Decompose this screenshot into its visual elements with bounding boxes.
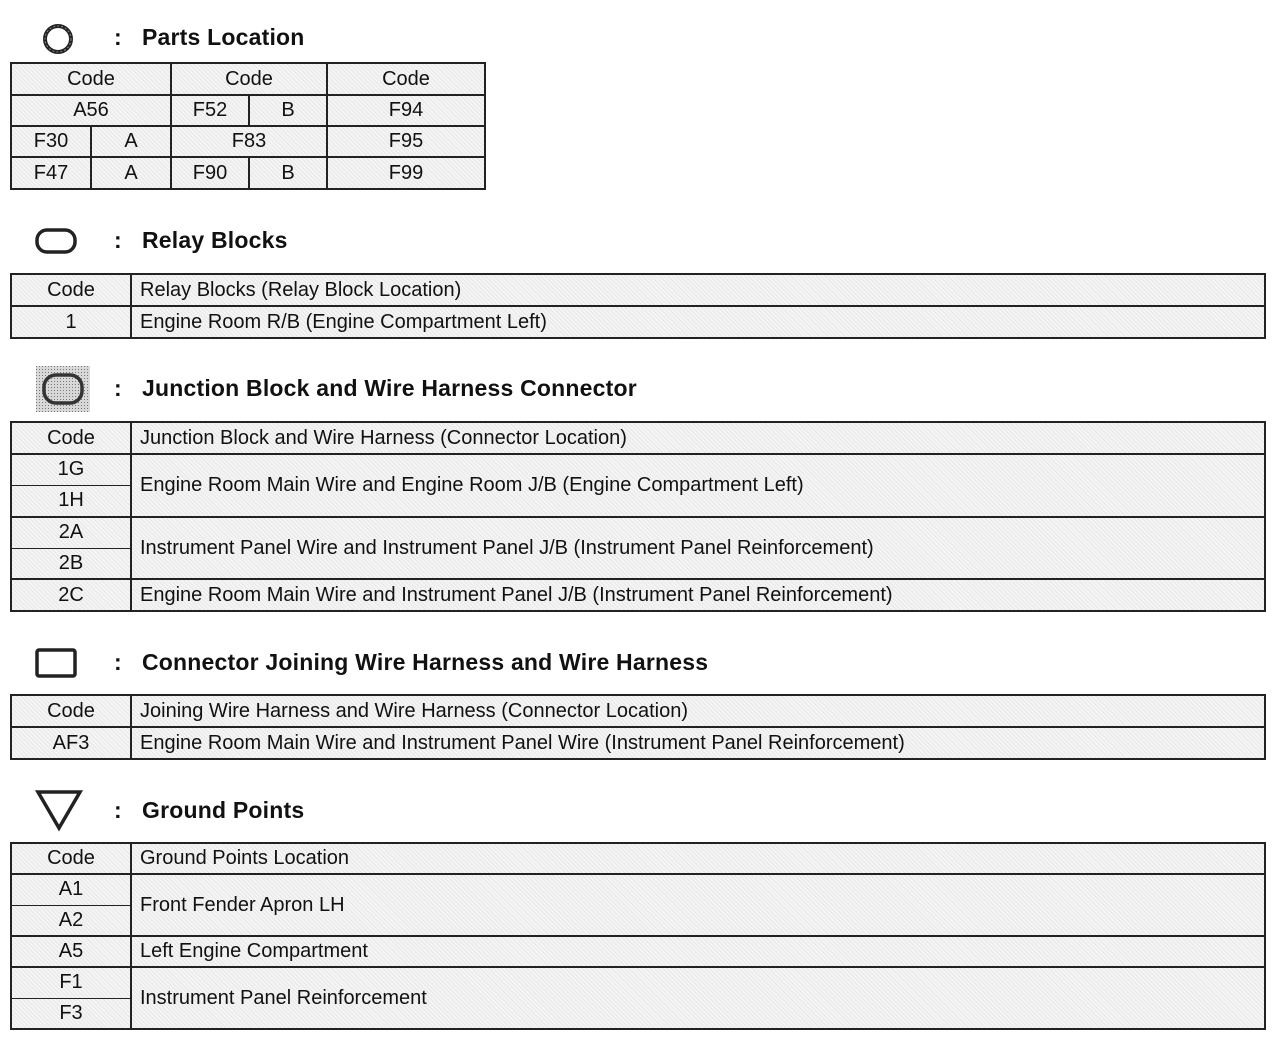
section-title: Connector Joining Wire Harness and Wire Harness [142, 649, 709, 675]
table-header-row [11, 63, 485, 95]
code-cell: 1H [11, 485, 131, 517]
rectangle-icon [34, 646, 78, 680]
junction-block-heading [0, 366, 1280, 406]
code-cell: F52 [171, 95, 249, 126]
table-row [11, 95, 485, 126]
table-header-row [11, 695, 1265, 727]
relay-blocks-table [10, 273, 1266, 339]
code-cell: F95 [327, 126, 485, 157]
junction-block-table [10, 421, 1266, 612]
column-header: Ground Points Location [131, 843, 1265, 874]
code-cell: A2 [11, 905, 131, 936]
code-cell: 1 [11, 306, 131, 338]
code-cell: AF3 [11, 727, 131, 759]
description-cell: Engine Room Main Wire and Engine Room J/B (Engine Compartment Left) [131, 454, 1265, 517]
description-cell: Instrument Panel Reinforcement [131, 967, 1265, 1029]
description-cell: Engine Room Main Wire and Instrument Panel Wire (Instrument Panel Reinforcement) [131, 727, 1265, 759]
description-cell: Left Engine Compartment [131, 936, 1265, 967]
code-cell: 2B [11, 548, 131, 579]
sub-cell: B [249, 157, 327, 189]
ground-points-heading [0, 788, 1280, 828]
table-header-row [11, 422, 1265, 454]
code-cell: 2C [11, 579, 131, 611]
heading-colon: : [114, 375, 122, 401]
heading-colon: : [114, 649, 122, 675]
heading-colon: : [114, 227, 122, 253]
table-row [11, 517, 1265, 548]
section-title: Junction Block and Wire Harness Connector [142, 375, 637, 401]
table-row [11, 157, 485, 189]
column-header: Code [11, 422, 131, 454]
code-cell: F99 [327, 157, 485, 189]
code-cell: F3 [11, 998, 131, 1029]
heading-colon: : [114, 24, 122, 50]
code-cell: F47 [11, 157, 91, 189]
connector-joining-heading [0, 642, 1280, 682]
section-title: Parts Location [142, 24, 305, 50]
description-cell: Engine Room Main Wire and Instrument Panel J/B (Instrument Panel Reinforcement) [131, 579, 1265, 611]
section-title: Ground Points [142, 797, 305, 823]
description-cell: Front Fender Apron LH [131, 874, 1265, 936]
column-header: Code [11, 695, 131, 727]
code-cell: 1G [11, 454, 131, 485]
sub-cell: B [249, 95, 327, 126]
column-header: Joining Wire Harness and Wire Harness (Connector Location) [131, 695, 1265, 727]
column-header: Code [11, 274, 131, 306]
code-cell: F1 [11, 967, 131, 998]
code-cell: F90 [171, 157, 249, 189]
code-cell: F94 [327, 95, 485, 126]
table-row [11, 126, 485, 157]
table-header-row [11, 843, 1265, 874]
column-header: Code [327, 63, 485, 95]
code-cell: A1 [11, 874, 131, 905]
sub-cell: A [91, 126, 171, 157]
relay-blocks-heading [0, 220, 1280, 260]
circle-icon [40, 21, 76, 57]
description-cell: Instrument Panel Wire and Instrument Panel J/B (Instrument Panel Reinforcement) [131, 517, 1265, 579]
code-cell: A5 [11, 936, 131, 967]
triangle-down-icon [34, 788, 84, 832]
code-cell: F30 [11, 126, 91, 157]
table-row [11, 727, 1265, 759]
section-title: Relay Blocks [142, 227, 288, 253]
code-cell: F83 [171, 126, 327, 157]
code-cell: A56 [11, 95, 171, 126]
table-row [11, 936, 1265, 967]
code-cell: 2A [11, 517, 131, 548]
heading-colon: : [114, 797, 122, 823]
description-cell: Engine Room R/B (Engine Compartment Left) [131, 306, 1265, 338]
table-header-row [11, 274, 1265, 306]
column-header: Relay Blocks (Relay Block Location) [131, 274, 1265, 306]
sub-cell: A [91, 157, 171, 189]
column-header: Code [11, 843, 131, 874]
table-row [11, 967, 1265, 998]
ground-points-table [10, 842, 1266, 1030]
table-row [11, 579, 1265, 611]
table-row [11, 454, 1265, 485]
shaded-oval-icon [36, 366, 90, 412]
column-header: Code [11, 63, 171, 95]
table-row [11, 306, 1265, 338]
column-header: Junction Block and Wire Harness (Connector Location) [131, 422, 1265, 454]
connector-joining-table [10, 694, 1266, 760]
column-header: Code [171, 63, 327, 95]
table-row [11, 874, 1265, 905]
parts-location-heading [0, 18, 1280, 58]
rounded-rectangle-icon [34, 226, 78, 256]
parts-location-table [10, 62, 486, 190]
